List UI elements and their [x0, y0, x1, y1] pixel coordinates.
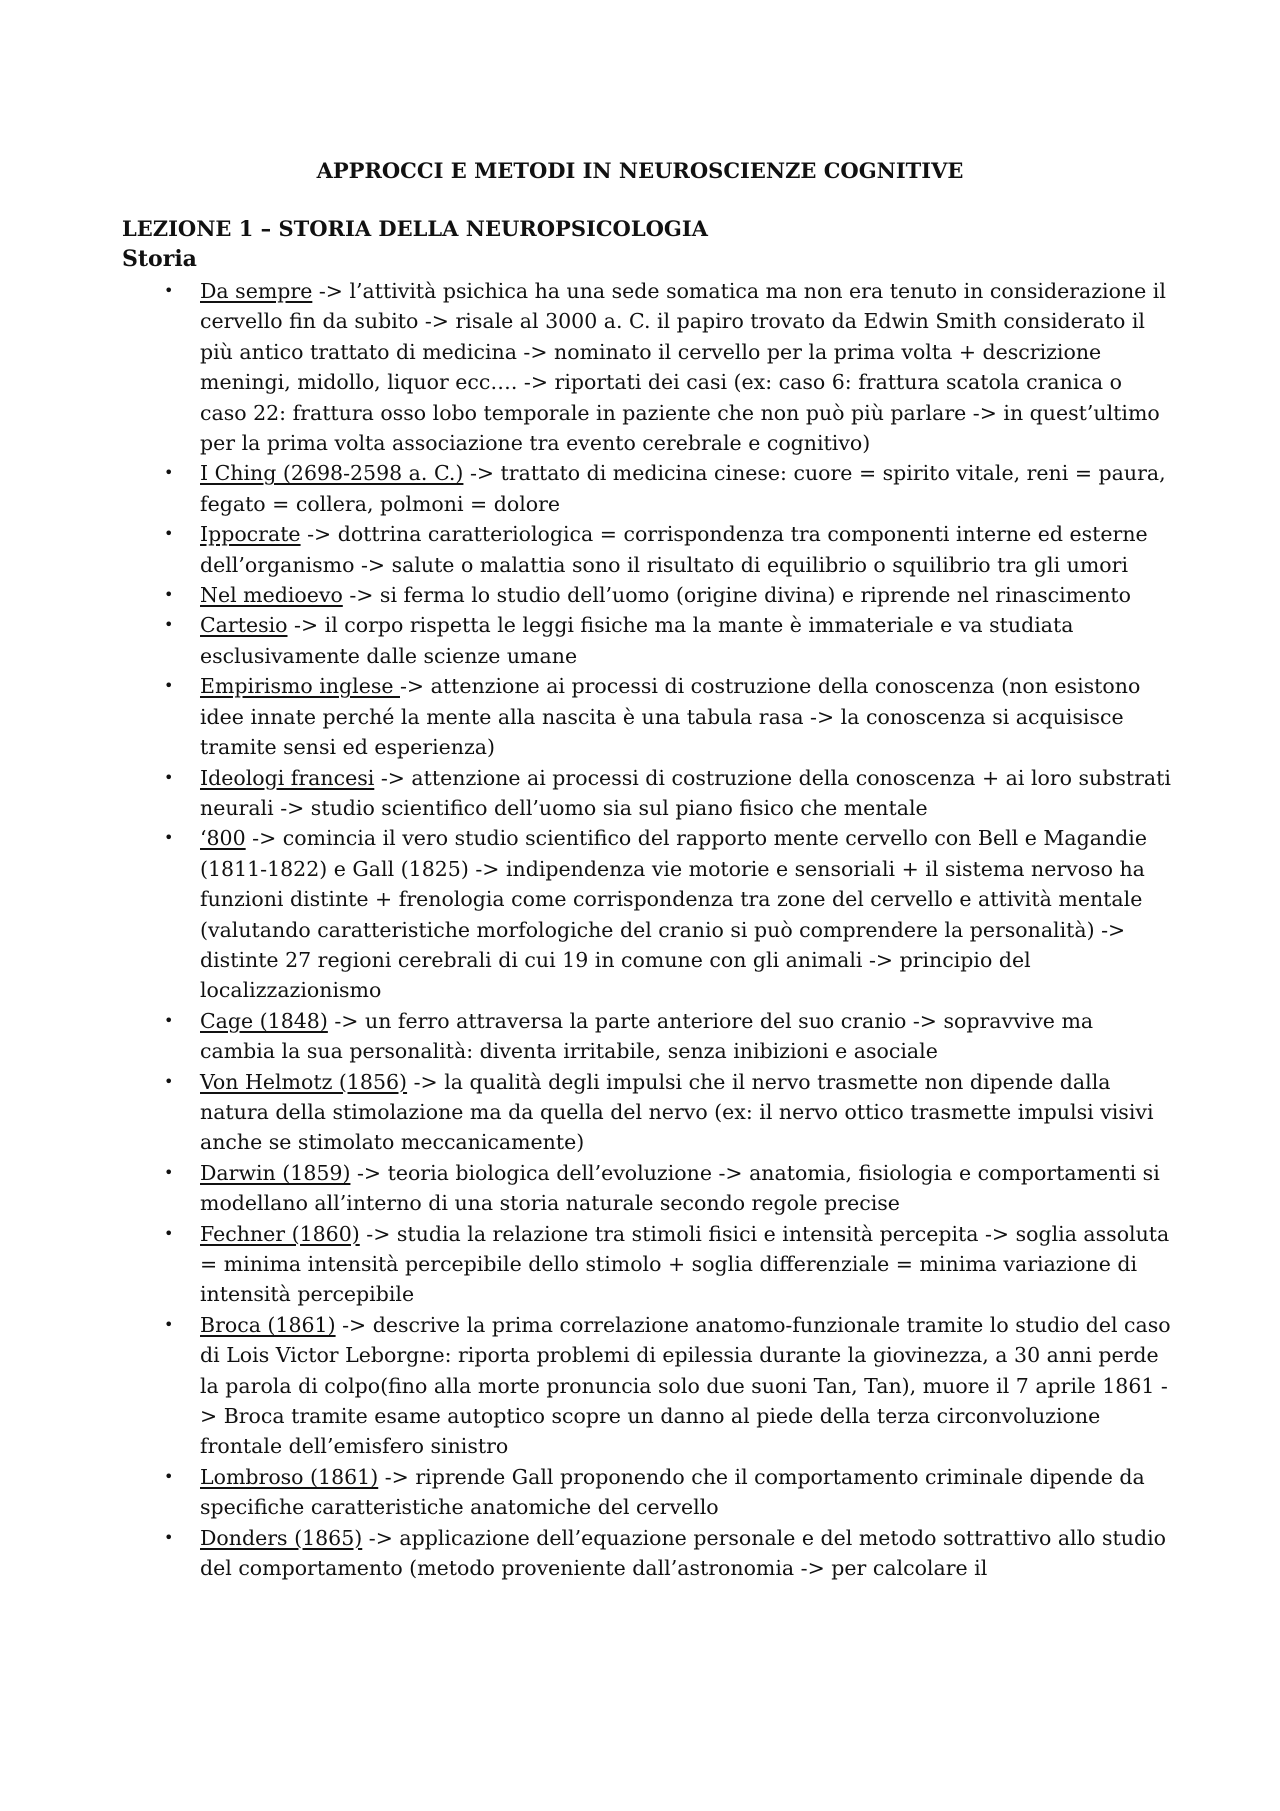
list-item-term: Broca (1861) — [200, 1312, 336, 1337]
document-title: APPROCCI E METODI IN NEUROSCIENZE COGNITIVE — [316, 158, 964, 183]
list-item-text: -> teoria biologica dell’evoluzione -> anatomia, fisiologia e comportamenti si modellano all’interno di una storia naturale secondo regole precise — [200, 1160, 1160, 1216]
list-item-term: Ippocrate — [200, 522, 301, 547]
list-item-text: -> la qualità degli impulsi che il nervo trasmette non dipende dalla natura della stimolazione ma da quella del nervo (ex: il nervo ottico trasmette impulsi visivi anche se stimolato meccanicamente) — [200, 1069, 1154, 1155]
list-item-term: Fechner (1860) — [200, 1221, 360, 1246]
list-item-term: Da sempre — [200, 279, 313, 303]
list-item — [122, 276, 1172, 458]
list-item-text: -> trattato di medicina cinese: cuore = spirito vitale, reni = paura, fegato = collera, polmoni = dolore — [200, 461, 1166, 516]
bullet-icon: • — [164, 281, 174, 300]
list-item-text: -> comincia il vero studio scientifico del rapporto mente cervello con Bell e Magandie (1811-1822) e Gall (1825) -> indipendenza vie motorie e sensoriali + il sistema nervoso ha funzioni distinte + frenologia come corrispondenza tra zone del cervello e attività mentale (valutando caratteristiche morfologiche del cranio si può comprendere la personalità) -> distinte 27 regioni cerebrali di cui 19 in comune con gli animali -> principio del localizzazionismo — [200, 826, 1147, 1003]
list-item-term: ‘800 — [200, 826, 246, 851]
bullet-icon: • — [164, 585, 174, 605]
bullet-icon: • — [164, 828, 174, 848]
list-item — [122, 458, 1172, 519]
list-item-term: I Ching (2698-2598 a. C.) — [200, 461, 464, 486]
bullet-icon: • — [164, 1466, 174, 1486]
list-item-term: Lombroso (1861) — [200, 1464, 379, 1489]
bullet-icon: • — [164, 463, 174, 483]
list-item-term: Nel medioevo — [200, 583, 343, 608]
list-item-term: Von Helmotz (1856) — [200, 1069, 408, 1094]
list-item-text: -> si ferma lo studio dell’uomo (origine divina) e riprende nel rinascimento — [342, 583, 1131, 608]
list-item — [122, 610, 1172, 671]
list-item — [122, 580, 1172, 610]
list-item — [122, 823, 1172, 1005]
bullet-icon: • — [164, 615, 174, 635]
list-item-term: Ideologi francesi — [200, 765, 375, 790]
list-item-text: -> studia la relazione tra stimoli fisici e intensità percepita -> soglia assoluta = minima intensità percepibile dello stimolo + soglia differenziale = minima variazione di intensità percepibile — [200, 1221, 1170, 1307]
bullet-icon: • — [164, 1162, 174, 1182]
section-heading: Storia — [122, 246, 197, 272]
list-item — [122, 671, 1172, 762]
list-item — [122, 1462, 1172, 1523]
list-item — [122, 1310, 1172, 1462]
history-bullet-list — [122, 276, 1172, 1583]
list-item — [122, 763, 1172, 824]
list-item — [122, 1158, 1172, 1219]
list-item-text: -> descrive la prima correlazione anatomo-funzionale tramite lo studio del caso di Lois Victor Leborgne: riporta problemi di epilessia durante la giovinezza, a 30 anni perde la parola di colpo(fino alla morte pronuncia solo due suoni Tan, Tan), muore il 7 aprile 1861 -> Broca tramite esame autoptico scopre un danno al piede della terza circonvoluzione frontale dell’emisfero sinistro — [200, 1312, 1171, 1459]
list-item — [122, 519, 1172, 580]
bullet-icon: • — [164, 1071, 174, 1091]
list-item-text: -> applicazione dell’equazione personale e del metodo sottrattivo allo studio del comportamento (metodo proveniente dall’astronomia -> per calcolare il — [200, 1525, 1166, 1581]
list-item-term: Darwin (1859) — [200, 1160, 351, 1185]
list-item-text: -> attenzione ai processi di costruzione della conoscenza + ai loro substrati neurali -> studio scientifico dell’uomo sia sul piano fisico che mentale — [200, 765, 1171, 820]
bullet-icon: • — [164, 1527, 174, 1547]
list-item-term: Cartesio — [200, 613, 288, 638]
list-item — [122, 1219, 1172, 1310]
list-item-text: -> il corpo rispetta le leggi fisiche ma la mante è immateriale e va studiata esclusivamente dalle scienze umane — [200, 613, 1074, 668]
list-item — [122, 1006, 1172, 1067]
bullet-icon: • — [164, 676, 174, 696]
lesson-heading: LEZIONE 1 – STORIA DELLA NEUROPSICOLOGIA — [122, 216, 708, 241]
list-item-text: -> l’attività psichica ha una sede somatica ma non era tenuto in considerazione il cervello fin da subito -> risale al 3000 a. C. il papiro trovato da Edwin Smith considerato il più antico trattato di medicina -> nominato il cervello per la prima volta + descrizione meningi, midollo, liquor ecc…. -> riportati dei casi (ex: caso 6: frattura scatola cranica o caso 22: frattura osso lobo temporale in paziente che non può più parlare -> in quest’ultimo per la prima volta associazione tra evento cerebrale e cognitivo) — [200, 279, 1166, 456]
list-item-term: Cage (1848) — [200, 1008, 328, 1033]
bullet-icon: • — [164, 1314, 174, 1334]
bullet-icon: • — [164, 524, 174, 544]
list-item-text: -> attenzione ai processi di costruzione della conoscenza (non esistono idee innate perché la mente alla nascita è una tabula rasa -> la conoscenza si acquisisce tramite sensi ed esperienza) — [200, 674, 1141, 760]
list-item-text: -> riprende Gall proponendo che il comportamento criminale dipende da specifiche caratteristiche anatomiche del cervello — [200, 1464, 1145, 1520]
list-item — [122, 1067, 1172, 1158]
list-item-term: Donders (1865) — [200, 1525, 363, 1550]
list-item-text: -> dottrina caratteriologica = corrispondenza tra componenti interne ed esterne dell’organismo -> salute o malattia sono il risultato di equilibrio o squilibrio tra gli umori — [200, 522, 1148, 577]
list-item-text: -> un ferro attraversa la parte anteriore del suo cranio -> sopravvive ma cambia la sua personalità: diventa irritabile, senza inibizioni e asociale — [200, 1008, 1094, 1064]
list-item — [122, 1523, 1172, 1584]
list-item-term: Empirismo inglese — [200, 674, 400, 699]
bullet-icon: • — [164, 1010, 174, 1030]
bullet-icon: • — [164, 1223, 174, 1243]
bullet-icon: • — [164, 767, 174, 787]
